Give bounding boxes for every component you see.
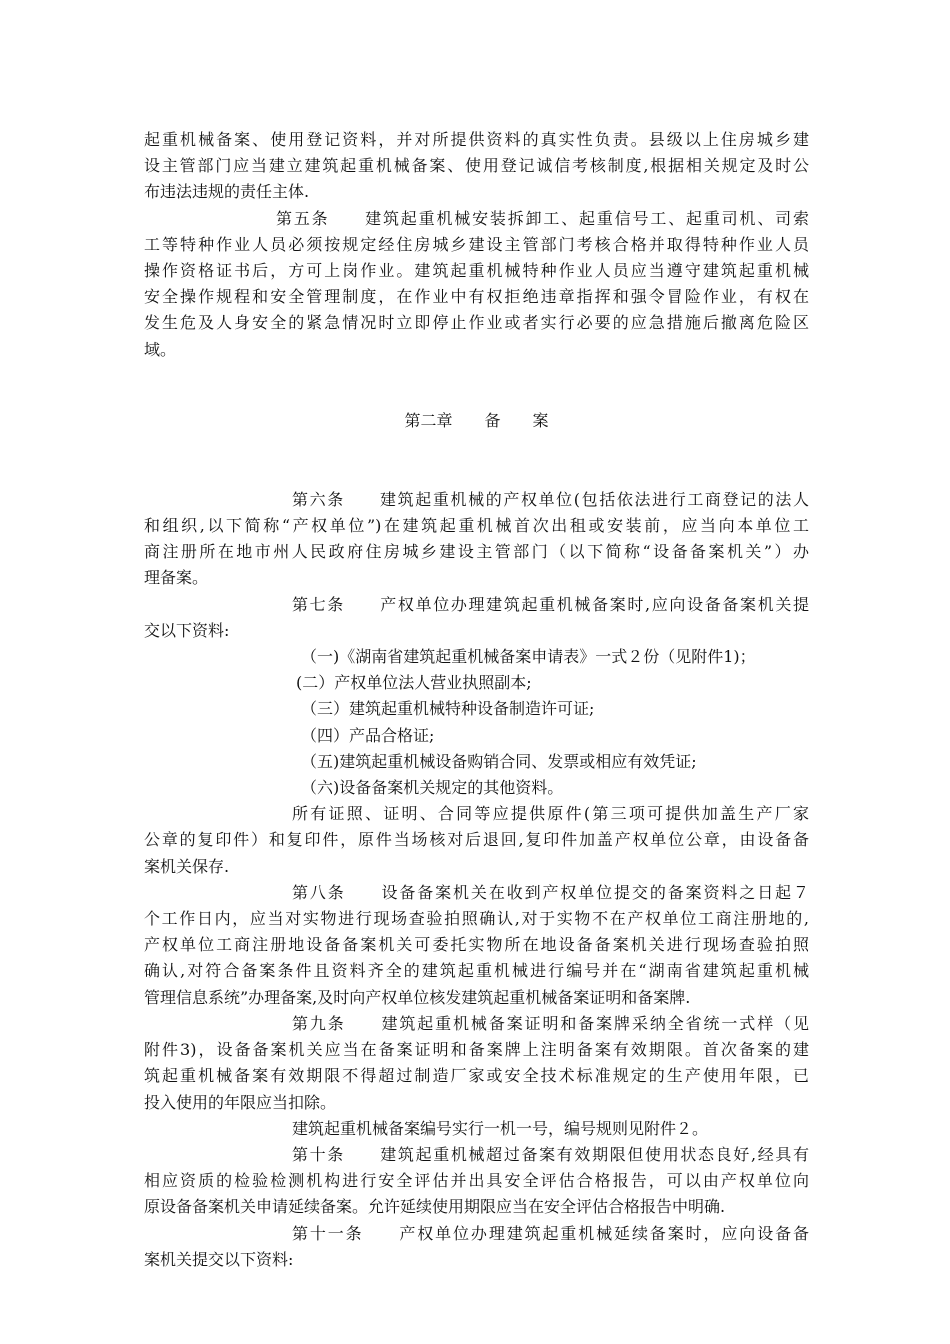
article-heading-line: 第十一条 产权单位办理建筑起重机械延续备案时，应向设备备	[292, 1223, 809, 1243]
article-5	[144, 206, 809, 363]
text-line: 和组织,以下简称“产权单位”)在建筑起重机械首次出租或安装前，应当向本单位工	[144, 516, 809, 536]
article-7	[144, 592, 809, 644]
chapter-title: 第二章 备 案	[404, 410, 549, 430]
text-line: 确认,对符合备案条件且资料齐全的建筑起重机械进行编号并在“湖南省建筑起重机械	[144, 961, 809, 981]
text-line: 布违法违规的责任主体.	[144, 182, 310, 202]
article-heading-line: 第五条 建筑起重机械安装拆卸工、起重信号工、起重司机、司索	[276, 208, 809, 228]
spacer	[144, 433, 809, 487]
article-heading-line: 第九条 建筑起重机械备案证明和备案牌采纳全省统一式样（见	[292, 1013, 809, 1033]
list-item: （三）建筑起重机械特种设备制造许可证;	[301, 699, 595, 719]
article-8	[144, 880, 809, 1011]
text-line: 发生危及人身安全的紧急情况时立即停止作业或者实行必要的应急措施后撤离危险区	[144, 313, 809, 333]
spacer	[144, 363, 809, 409]
text-line: 操作资格证书后，方可上岗作业。建筑起重机械特种作业人员应当遵守建筑起重机械	[144, 261, 809, 281]
list-item: （六)设备备案机关规定的其他资料。	[301, 778, 564, 798]
text-line: 筑起重机械备案有效期限不得超过制造厂家或安全技术标准规定的生产使用年限，已	[144, 1066, 809, 1086]
text-line: 商注册所在地市州人民政府住房城乡建设主管部门（以下简称“设备备案机关”）办	[144, 542, 809, 562]
text-line: 公章的复印件）和复印件，原件当场核对后退回,复印件加盖产权单位公章，由设备备	[144, 830, 809, 850]
text-line: 附件3)，设备备案机关应当在备案证明和备案牌上注明备案有效期限。首次备案的建	[144, 1040, 809, 1060]
text-line: 案机关提交以下资料:	[144, 1249, 294, 1269]
article-heading-line: 第六条 建筑起重机械的产权单位(包括依法进行工商登记的法人	[292, 489, 809, 509]
text-line: 工等特种作业人员必须按规定经住房城乡建设主管部门考核合格并取得特种作业人员	[144, 234, 809, 254]
article-9	[144, 1011, 809, 1116]
text-line: 管理信息系统”办理备案,及时向产权单位核发建筑起重机械备案证明和备案牌.	[144, 987, 691, 1007]
text-line: 设主管部门应当建立建筑起重机械备案、使用登记诚信考核制度,根据相关规定及时公	[144, 156, 809, 176]
paragraph-intro	[144, 127, 809, 206]
article-heading-line: 第七条 产权单位办理建筑起重机械备案时,应向设备备案机关提	[292, 594, 809, 614]
list-item: （一)《湖南省建筑起重机械备案申请表》一式２份（见附件1)；	[301, 647, 756, 667]
text-line: 案机关保存.	[144, 856, 230, 876]
text-line: 相应资质的检验检测机构进行安全评估并出具安全评估合格报告，可以由产权单位向	[144, 1171, 809, 1191]
text-line: 起重机械备案、使用登记资料，并对所提供资料的真实性负责。县级以上住房城乡建	[144, 130, 809, 149]
list-item: （四）产品合格证;	[301, 725, 435, 745]
list-item: (二）产权单位法人营业执照副本;	[296, 673, 532, 693]
article-heading-line: 第八条 设备备案机关在收到产权单位提交的备案资料之日起７	[292, 882, 809, 902]
list-item: （五)建筑起重机械设备购销合同、发票或相应有效凭证;	[301, 751, 697, 771]
text-line: 原设备备案机关申请延续备案。允许延续使用期限应当在安全评估合格报告中明确.	[144, 1197, 726, 1217]
article-7-note	[144, 801, 809, 880]
text-line: 交以下资料:	[144, 620, 230, 640]
text-line: 理备案。	[144, 568, 209, 588]
text-line: 安全操作规程和安全管理制度，在作业中有权拒绝违章指挥和强令冒险作业，有权在	[144, 287, 809, 307]
article-9-note: 建筑起重机械备案编号实行一机一号，编号规则见附件２。	[292, 1118, 709, 1138]
text-line: 所有证照、证明、合同等应提供原件(第三项可提供加盖生产厂家	[292, 804, 809, 824]
text-line: 域。	[144, 339, 177, 359]
article-6	[144, 487, 809, 592]
text-line: 产权单位工商注册地设备备案机关可委托实物所在地设备备案机关进行现场查验拍照	[144, 935, 809, 955]
document-page	[144, 127, 809, 1273]
article-10	[144, 1142, 809, 1221]
article-7-items	[144, 644, 809, 801]
article-11	[144, 1221, 809, 1273]
text-line: 投入使用的年限应当扣除。	[144, 1092, 337, 1112]
text-line: 个工作日内，应当对实物进行现场查验拍照确认,对于实物不在产权单位工商注册地的,	[144, 909, 809, 929]
article-heading-line: 第十条 建筑起重机械超过备案有效期限但使用状态良好,经具有	[292, 1144, 809, 1164]
